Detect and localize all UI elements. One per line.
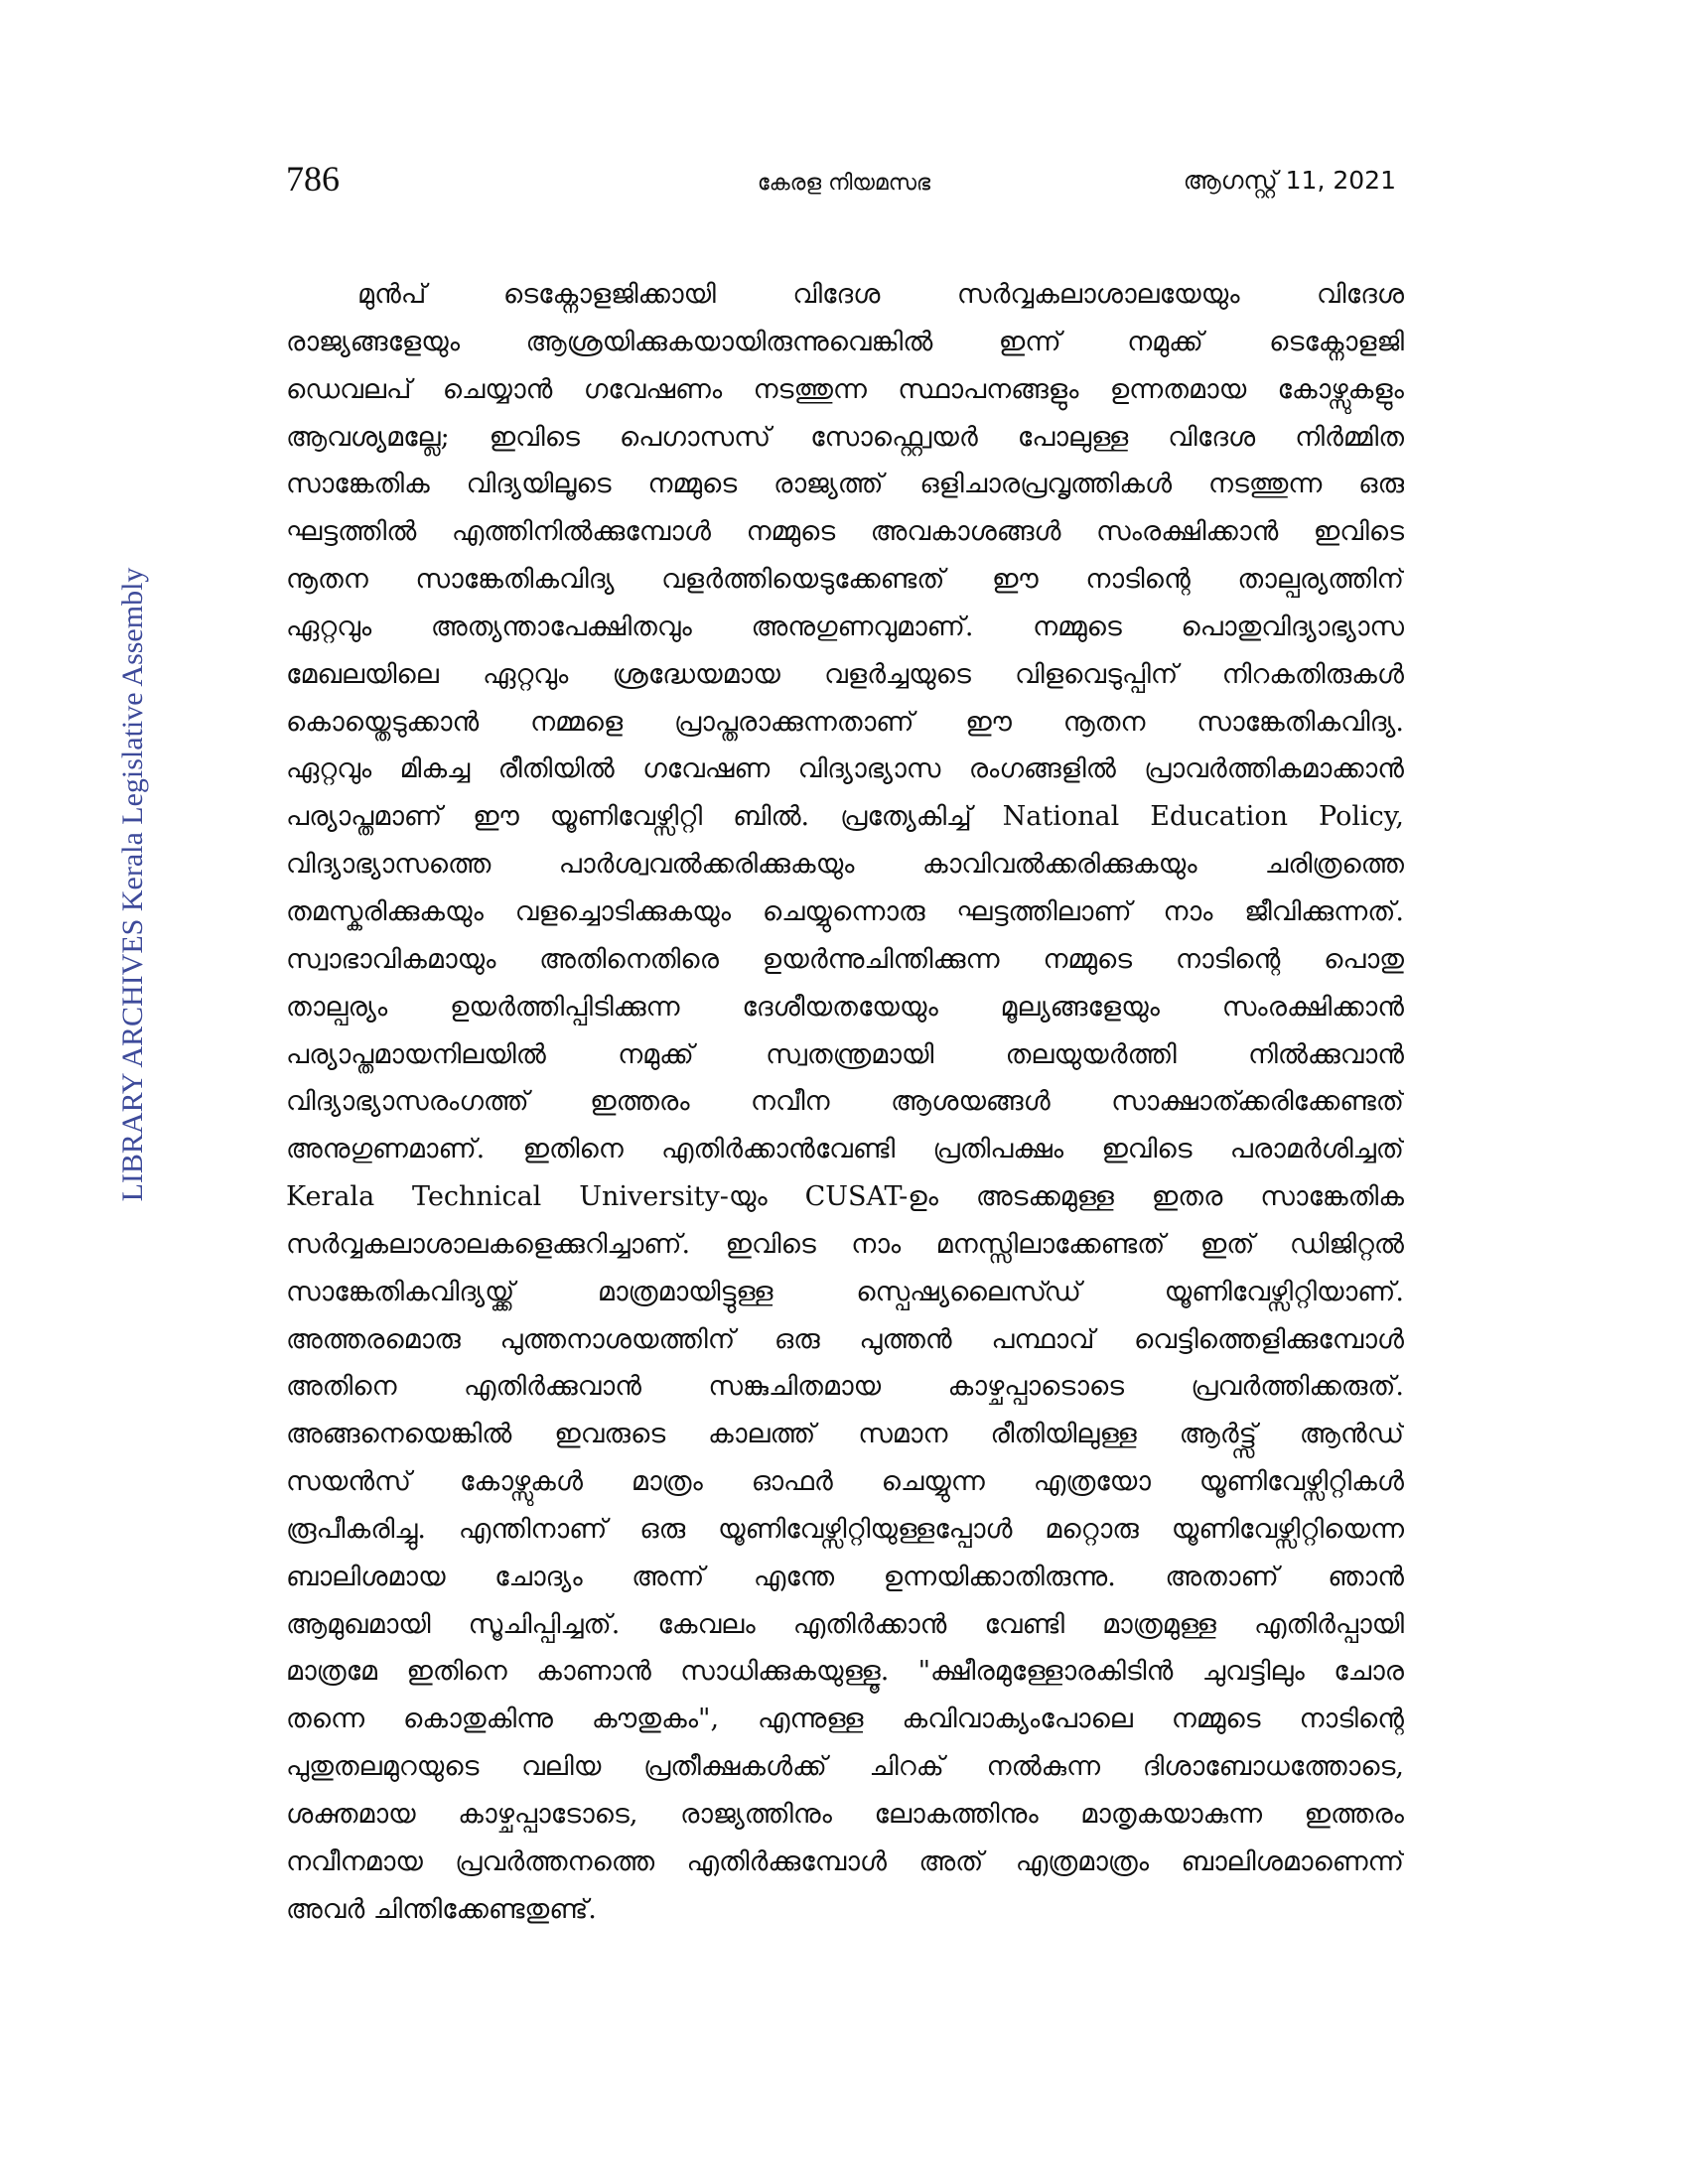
paragraph-line: രാജ്യങ്ങളേയും ആശ്രയിക്കുകയായിരുന്നുവെങ്കിൽ ഇന്ന് നമുക്ക് ടെക്നോളജി (286, 326, 1404, 357)
paragraph-line: പുതുതലമുറയുടെ വലിയ പ്രതീക്ഷകൾക്ക് ചിറക് നൽകുന്ന ദിശാബോധത്തോടെ, (286, 1751, 1404, 1783)
paragraph-line: Kerala Technical University-യും CUSAT-ഉം അടക്കമുള്ള ഇതര സാങ്കേതിക (286, 1181, 1404, 1213)
page-header-title: കേരള നിയമസഭ (757, 171, 931, 196)
paragraph-line: ശക്തമായ കാഴ്ചപ്പാടോടെ, രാജ്യത്തിനും ലോകത്തിനും മാതൃകയാകുന്ന ഇത്തരം (286, 1799, 1404, 1830)
paragraph-line: രൂപീകരിച്ചു. എന്തിനാണ് ഒരു യൂണിവേഴ്സിറ്റിയുള്ളപ്പോൾ മറ്റൊരു യൂണിവേഴ്സിറ്റിയെന്ന (286, 1513, 1404, 1545)
paragraph-line: ആമുഖമായി സൂചിപ്പിച്ചത്. കേവലം എതിർക്കാൻ വേണ്ടി മാത്രമുള്ള എതിർപ്പായി (286, 1608, 1404, 1640)
paragraph-line: അവർ ചിന്തിക്കേണ്ടതുണ്ട്. (286, 1893, 597, 1925)
paragraph-line: ആവശ്യമല്ലേ; ഇവിടെ പെഗാസസ് സോഫ്റ്റ്വെയർ പോലുള്ള വിദേശ നിർമ്മിത (286, 421, 1404, 453)
page-number: 786 (286, 159, 340, 199)
paragraph-line: സ്വാഭാവികമായും അതിനെതിരെ ഉയർന്നുചിന്തിക്കുന്ന നമ്മുടെ നാടിന്റെ പൊതു (286, 943, 1404, 975)
paragraph-line: തന്നെ കൊതുകിന്നു കൗതുകം", എന്നുള്ള കവിവാക്യംപോലെ നമ്മുടെ നാടിന്റെ (286, 1704, 1404, 1735)
body-paragraph (286, 271, 1404, 1934)
paragraph-line: ഏറ്റവും മികച്ച രീതിയിൽ ഗവേഷണ വിദ്യാഭ്യാസ രംഗങ്ങളിൽ പ്രാവർത്തികമാക്കാൻ (286, 753, 1404, 785)
paragraph-line: പര്യാപ്തമാണ് ഈ യൂണിവേഴ്സിറ്റി ബിൽ. പ്രത്യേകിച്ച് National Education Policy, (286, 801, 1404, 833)
paragraph-line: ബാലിശമായ ചോദ്യം അന്ന് എന്തേ ഉന്നയിക്കാതിരുന്നു. അതാണ് ഞാൻ (286, 1561, 1404, 1592)
paragraph-line: സാങ്കേതികവിദ്യയ്ക്ക് മാത്രമായിട്ടുള്ള സ്പെഷ്യലൈസ്ഡ് യൂണിവേഴ്സിറ്റിയാണ്. (286, 1276, 1404, 1307)
paragraph-line: അങ്ങനെയെങ്കിൽ ഇവരുടെ കാലത്ത് സമാന രീതിയിലുള്ള ആർട്ട്സ് ആൻഡ് (286, 1419, 1404, 1450)
library-archives-watermark: LIBRARY ARCHIVES Kerala Legislative Assembly (116, 567, 149, 1202)
paragraph-line: അതിനെ എതിർക്കുവാൻ സങ്കുചിതമായ കാഴ്ചപ്പാടൊടെ പ്രവർത്തിക്കരുത്. (286, 1371, 1404, 1403)
paragraph-line: മുൻപ് ടെക്നോളജിക്കായി വിദേശ സർവ്വകലാശാലയേയും വിദേശ (357, 279, 1404, 310)
paragraph-line: നവീനമായ പ്രവർത്തനത്തെ എതിർക്കുമ്പോൾ അത് എത്രമാത്രം ബാലിശമാണെന്ന് (286, 1845, 1404, 1877)
page-date: ആഗസ്റ്റ് 11, 2021 (1183, 166, 1396, 195)
paragraph-line: കൊയ്തെടുക്കാൻ നമ്മളെ പ്രാപ്തരാക്കുന്നതാണ് ഈ നൂതന സാങ്കേതികവിദ്യ. (286, 706, 1404, 738)
paragraph-line: അത്തരമൊരു പുത്തനാശയത്തിന് ഒരു പുത്തൻ പന്ഥാവ് വെട്ടിത്തെളിക്കുമ്പോൾ (286, 1323, 1404, 1355)
paragraph-line: ഏറ്റവും അത്യന്താപേക്ഷിതവും അനുഗുണവുമാണ്. നമ്മുടെ പൊതുവിദ്യാഭ്യാസ (286, 611, 1404, 642)
paragraph-line: താല്പര്യം ഉയർത്തിപ്പിടിക്കുന്ന ദേശീയതയേയും മൂല്യങ്ങളേയും സംരക്ഷിക്കാൻ (286, 991, 1404, 1023)
paragraph-line: പര്യാപ്തമായനിലയിൽ നമുക്ക് സ്വതന്ത്രമായി തലയുയർത്തി നിൽക്കുവാൻ (286, 1038, 1404, 1070)
paragraph-line: ഡെവലപ് ചെയ്യാൻ ഗവേഷണം നടത്തുന്ന സ്ഥാപനങ്ങളും ഉന്നതമായ കോഴ്സുകളും (286, 373, 1404, 405)
paragraph-line: നൂതന സാങ്കേതികവിദ്യ വളർത്തിയെടുക്കേണ്ടത് ഈ നാടിന്റെ താല്പര്യത്തിന് (286, 564, 1404, 596)
paragraph-line: തമസ്കരിക്കുകയും വളച്ചൊടിക്കുകയും ചെയ്യുന്നൊരു ഘട്ടത്തിലാണ് നാം ജീവിക്കുന്നത്. (286, 895, 1404, 927)
paragraph-line: മാത്രമേ ഇതിനെ കാണാൻ സാധിക്കുകയുള്ളൂ. "ക്ഷീരമുള്ളോരകിടിൻ ചുവട്ടിലും ചോര (286, 1656, 1404, 1688)
paragraph-line: വിദ്യാഭ്യാസത്തെ പാർശ്വവൽക്കരിക്കുകയും കാവിവൽക്കരിക്കുകയും ചരിത്രത്തെ (286, 849, 1404, 881)
paragraph-line: സയൻസ് കോഴ്സുകൾ മാത്രം ഓഫർ ചെയ്യുന്ന എത്രയോ യൂണിവേഴ്സിറ്റികൾ (286, 1466, 1404, 1498)
paragraph-line: സാങ്കേതിക വിദ്യയിലൂടെ നമ്മുടെ രാജ്യത്ത് ഒളിചാരപ്രവൃത്തികൾ നടത്തുന്ന ഒരു (286, 469, 1404, 500)
paragraph-line: ഘട്ടത്തിൽ എത്തിനിൽക്കുമ്പോൾ നമ്മുടെ അവകാശങ്ങൾ സംരക്ഷിക്കാൻ ഇവിടെ (286, 516, 1404, 548)
paragraph-line: സർവ്വകലാശാലകളെക്കുറിച്ചാണ്. ഇവിടെ നാം മനസ്സിലാക്കേണ്ടത് ഇത് ഡിജിറ്റൽ (286, 1228, 1404, 1260)
paragraph-line: വിദ്യാഭ്യാസരംഗത്ത് ഇത്തരം നവീന ആശയങ്ങൾ സാക്ഷാത്ക്കരിക്കേണ്ടത് (286, 1086, 1404, 1118)
paragraph-line: മേഖലയിലെ ഏറ്റവും ശ്രദ്ധേയമായ വളർച്ചയുടെ വിളവെടുപ്പിന് നിറകതിരുകൾ (286, 658, 1404, 690)
paragraph-line: അനുഗുണമാണ്. ഇതിനെ എതിർക്കാൻവേണ്ടി പ്രതിപക്ഷം ഇവിടെ പരാമർശിച്ചത് (286, 1134, 1404, 1165)
